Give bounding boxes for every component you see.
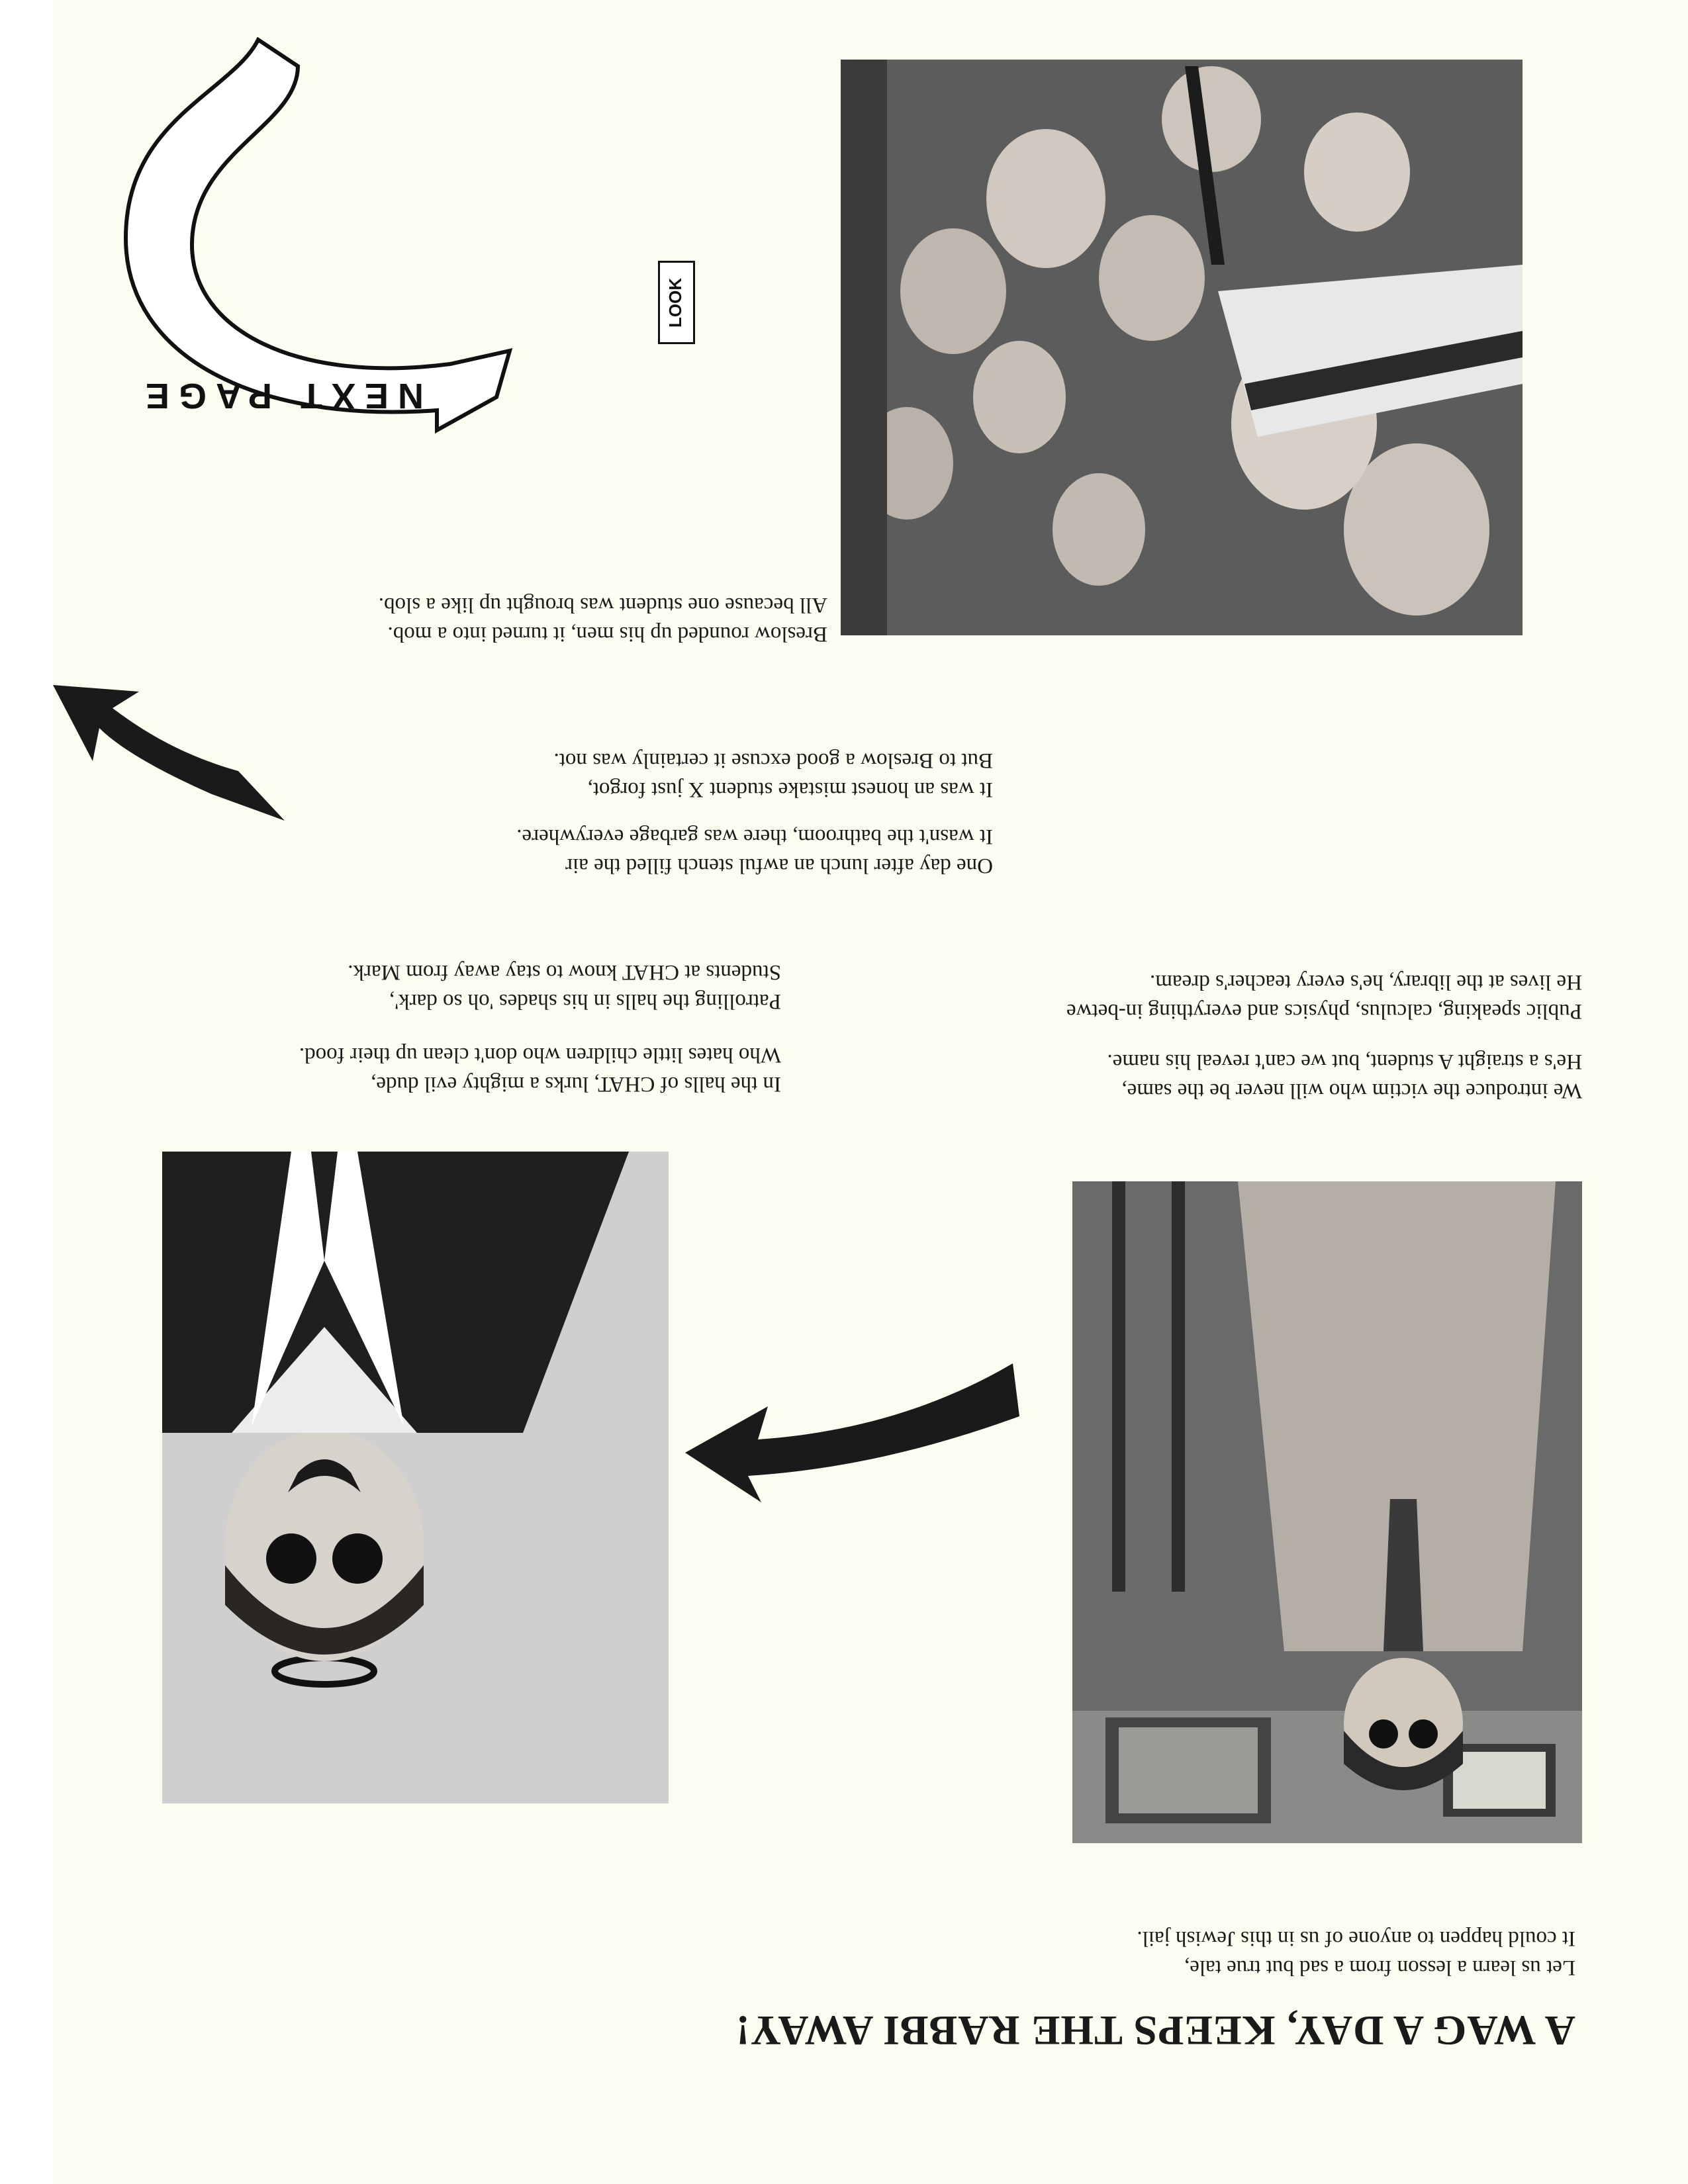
verse-line: It could happen to anyone of us in this Jewish jail.	[1137, 1927, 1575, 1950]
verse-line: But to Breslow a good excuse it certainly was not.	[553, 749, 993, 772]
verse-line: Students at CHAT know to stay away from Mark.	[348, 960, 781, 984]
verse-line: It wasn't the bathroom, there was garbage everywhere.	[516, 825, 993, 848]
verse-line: Public speaking, calculus, physics and everything in-betwe	[1066, 999, 1582, 1023]
verse-intro	[1137, 1924, 1575, 1982]
verse-stanza1	[299, 1040, 781, 1099]
verse-line: In the halls of CHAT, lurks a mighty evil dude,	[371, 1072, 781, 1096]
verse-stanza7	[379, 590, 827, 649]
arrow-to-student-icon	[682, 1343, 1026, 1516]
verse-line: We introduce the victim who will never be the same,	[1121, 1079, 1582, 1103]
verse-stanza2	[348, 958, 781, 1016]
verse-line: One day after lunch an awful stench filled the air	[565, 854, 993, 878]
verse-line: It was an honest mistake student X just forgot,	[587, 778, 993, 801]
verse-line: Let us learn a lesson from a sad but true tale,	[1184, 1956, 1575, 1979]
group-photo	[841, 60, 1523, 635]
page-title: A WAG A DAY, KEEPS THE RABBI AWAY!	[735, 2007, 1575, 2054]
verse-line: Breslow rounded up his men, it turned into a mob.	[387, 622, 827, 646]
verse-line: Who hates little children who don't clean up their food.	[299, 1043, 781, 1067]
student-photo	[162, 1152, 669, 1803]
verse-line: Patrolling the halls in his shades 'oh so dark',	[389, 989, 781, 1013]
next-page-banner-label: NEXT PAGE	[136, 376, 424, 416]
verse-stanza6	[553, 746, 993, 804]
look-tag: LOOK	[658, 261, 695, 344]
verse-stanza3-left	[1107, 1047, 1582, 1105]
verse-line: He's a straight A student, but we can't reveal his name.	[1107, 1050, 1582, 1073]
verse-line: All because one student was brought up like a slob.	[378, 593, 827, 617]
teacher-photo	[1072, 1181, 1582, 1843]
verse-stanza4	[1066, 968, 1582, 1026]
arrow-down-right-icon	[40, 675, 291, 834]
verse-stanza5	[516, 822, 993, 880]
next-page-banner	[20, 26, 536, 437]
verse-line: He lives at the library, he's every teacher's dream.	[1150, 970, 1582, 994]
